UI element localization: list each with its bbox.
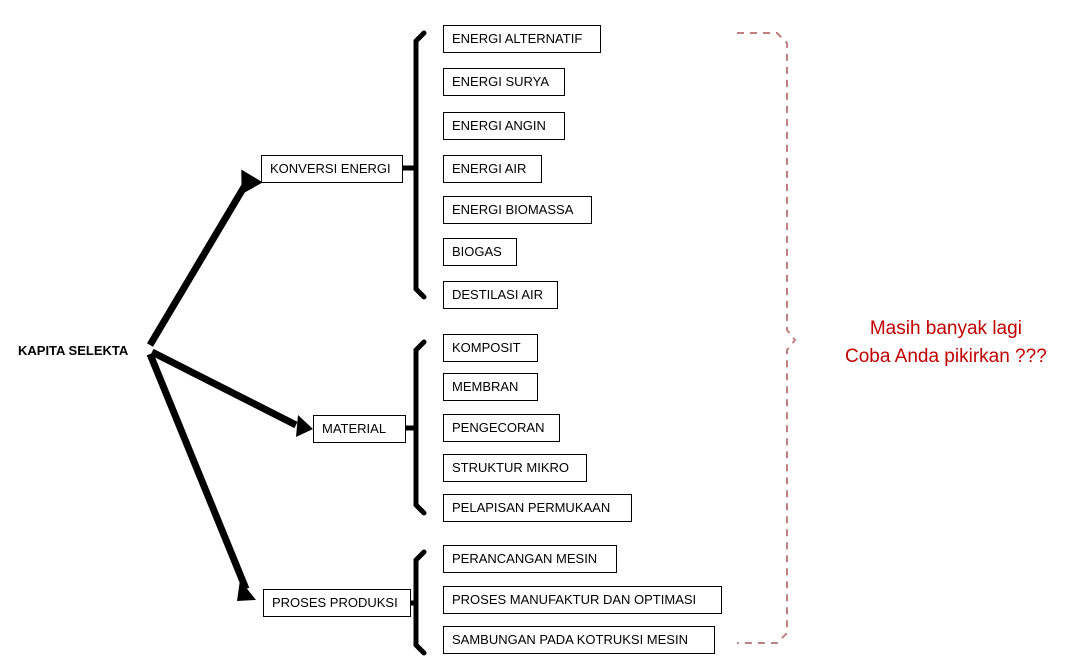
node-energi-air[interactable]: ENERGI AIR	[443, 155, 542, 183]
node-perancangan-mesin[interactable]: PERANCANGAN MESIN	[443, 545, 617, 573]
dashed-brace-note	[737, 33, 795, 643]
node-proses-manufaktur-dan-optimasi[interactable]: PROSES MANUFAKTUR DAN OPTIMASI	[443, 586, 722, 614]
node-energi-surya[interactable]: ENERGI SURYA	[443, 68, 565, 96]
node-destilasi-air[interactable]: DESTILASI AIR	[443, 281, 558, 309]
node-proses-produksi[interactable]: PROSES PRODUKSI	[263, 589, 411, 617]
node-konversi-energi[interactable]: KONVERSI ENERGI	[261, 155, 403, 183]
node-komposit[interactable]: KOMPOSIT	[443, 334, 538, 362]
node-energi-biomassa[interactable]: ENERGI BIOMASSA	[443, 196, 592, 224]
node-membran[interactable]: MEMBRAN	[443, 373, 538, 401]
note-line-2: Coba Anda pikirkan ???	[845, 345, 1047, 367]
node-pengecoran[interactable]: PENGECORAN	[443, 414, 560, 442]
brace-proses-produksi	[411, 552, 424, 653]
node-energi-angin[interactable]: ENERGI ANGIN	[443, 112, 565, 140]
brace-konversi-energi	[403, 33, 424, 297]
node-struktur-mikro[interactable]: STRUKTUR MIKRO	[443, 454, 587, 482]
arrow-root-to-konversi-energi	[150, 170, 263, 345]
node-biogas[interactable]: BIOGAS	[443, 238, 517, 266]
brace-material	[406, 342, 424, 513]
note-text	[845, 315, 1047, 370]
arrow-root-to-material	[152, 352, 313, 437]
node-pelapisan-permukaan[interactable]: PELAPISAN PERMUKAAN	[443, 494, 632, 522]
node-sambungan-pada-kotruksi-mesin[interactable]: SAMBUNGAN PADA KOTRUKSI MESIN	[443, 626, 715, 654]
note-line-1: Masih banyak lagi	[869, 318, 1022, 339]
root-node-label: KAPITA SELEKTA	[18, 343, 129, 358]
arrow-root-to-proses-produksi	[150, 354, 256, 601]
node-material[interactable]: MATERIAL	[313, 415, 406, 443]
node-energi-alternatif[interactable]: ENERGI ALTERNATIF	[443, 25, 601, 53]
